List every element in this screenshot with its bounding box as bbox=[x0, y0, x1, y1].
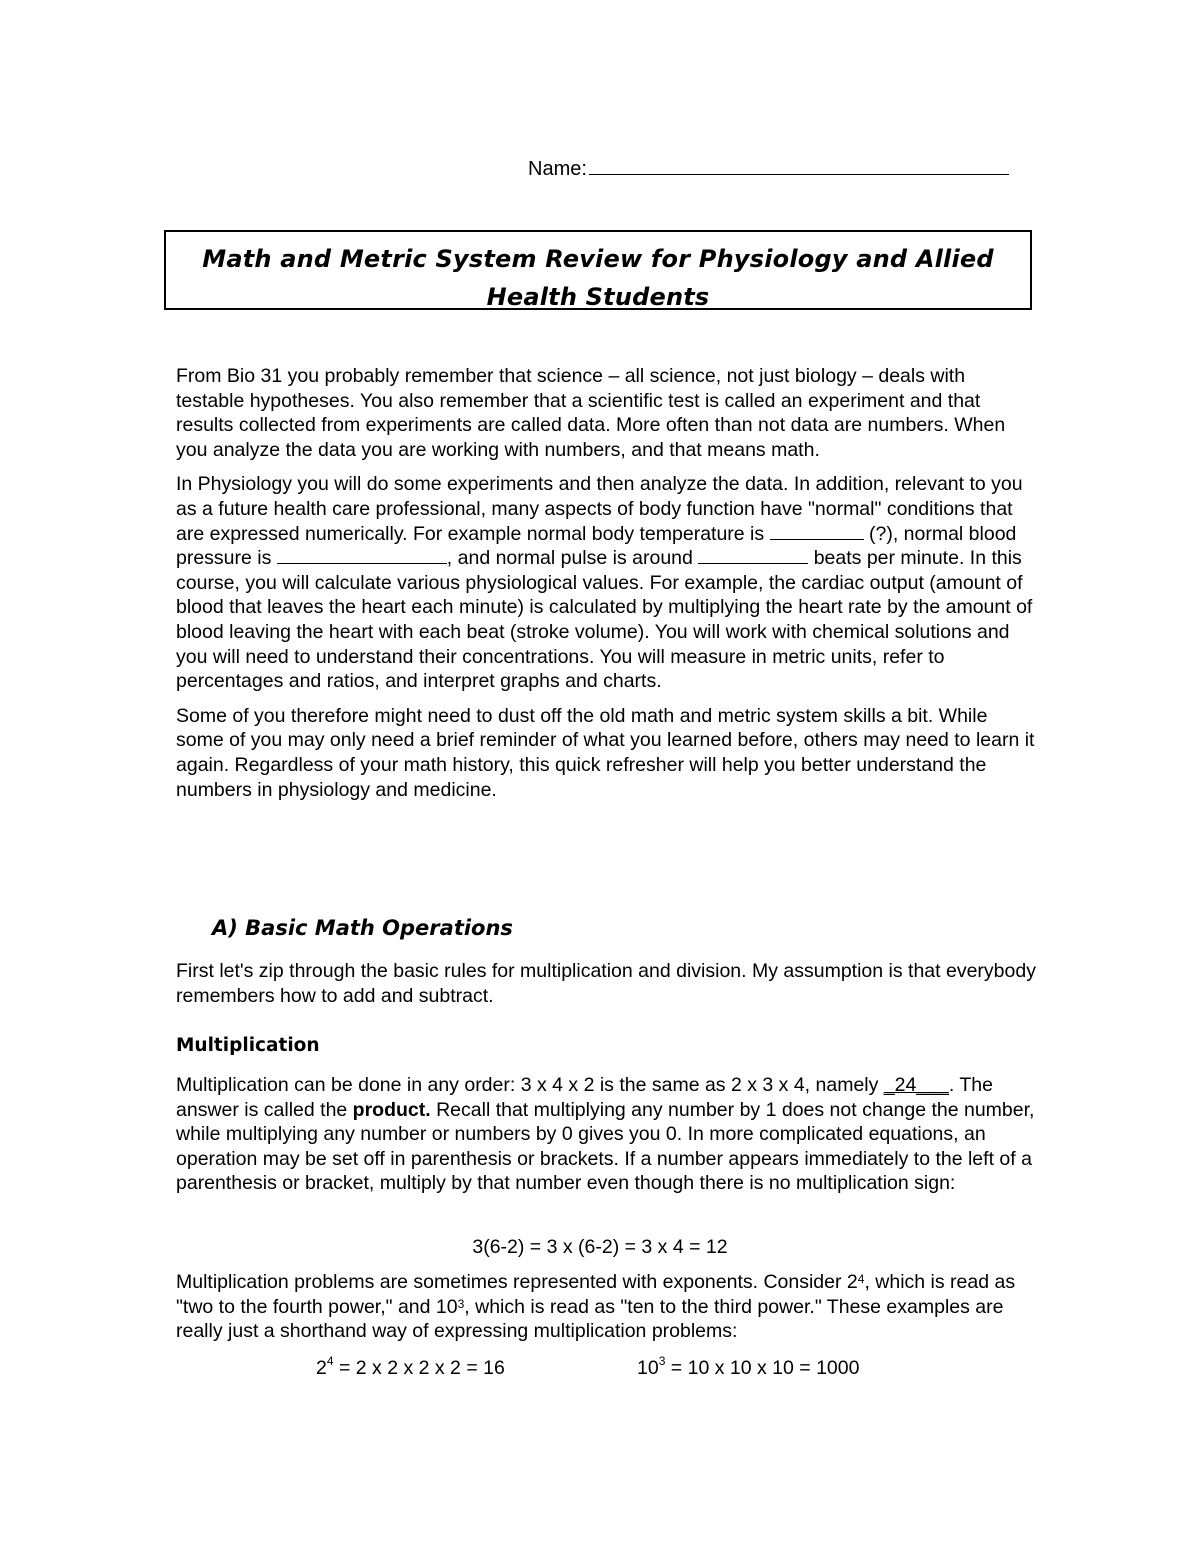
multiplication-heading: Multiplication bbox=[176, 1035, 320, 1056]
section-a-intro bbox=[176, 959, 1036, 1018]
title-box bbox=[164, 230, 1032, 310]
exponent-example-2 bbox=[637, 1354, 860, 1380]
intro-p2-text-c: , and normal pulse is around bbox=[446, 547, 699, 570]
multiplication-paragraph-2 bbox=[176, 1270, 1036, 1354]
temperature-blank bbox=[770, 523, 864, 540]
product-answer: _24___ bbox=[883, 1074, 949, 1096]
intro-paragraph-2 bbox=[176, 472, 1036, 693]
multiplication-p2-c: , which is read as "ten to the third power." These examples are really just a shorthand way of expressing multiplication problems: bbox=[176, 1295, 1004, 1343]
multiplication-p2-b: , which is read as "two to the fourth power," and 10 bbox=[176, 1271, 1016, 1318]
title-line-2: Health Students bbox=[486, 283, 710, 311]
example-1-exponent: 4 bbox=[326, 1354, 334, 1368]
blood-pressure-blank bbox=[277, 547, 447, 564]
intro-section bbox=[176, 364, 1036, 812]
example-1-base: 2 bbox=[316, 1357, 327, 1379]
example-2-expansion: = 10 x 10 x 10 = 1000 bbox=[665, 1357, 860, 1379]
multiplication-p2-a: Multiplication problems are sometimes represented with exponents. Consider 2 bbox=[176, 1271, 858, 1293]
example-1-expansion: = 2 x 2 x 2 x 2 = 16 bbox=[333, 1357, 505, 1379]
example-2-base: 10 bbox=[637, 1357, 659, 1379]
name-label: Name: bbox=[528, 158, 587, 180]
multiplication-p2 bbox=[176, 1270, 1036, 1344]
multiplication-p1 bbox=[176, 1073, 1036, 1196]
intro-paragraph-3: Some of you therefore might need to dust off the old math and metric system skills a bit. While some of you may only need a brief reminder of what you learned before, others may need to learn it again. Regardless of your math history, this quick refresher will help you better understand the numbers in physiology and medicine. bbox=[176, 704, 1035, 801]
section-a-heading: A) Basic Math Operations bbox=[212, 916, 513, 940]
section-a-intro-text: First let's zip through the basic rules for multiplication and division. My assumption is that everybody remembers how to add and subtract. bbox=[176, 960, 1036, 1007]
multiplication-p1-c: Recall that multiplying any number by 1 does not change the number, while multiplying any number or numbers by 0 gives you 0. In more complicated equations, an operation may be set off in parenthesis or brackets. If a number appears immediately to the left of a parenthesis or bracket, multiply by that number even though there is no multiplication sign: bbox=[176, 1098, 1035, 1195]
exponent-3: 3 bbox=[457, 1296, 465, 1311]
parenthesis-equation: 3(6-2) = 3 x (6-2) = 3 x 4 = 12 bbox=[472, 1236, 728, 1258]
intro-p2-text-d: beats per minute. In this course, you will calculate various physiological values. For example, the cardiac output (amount of blood that leaves the heart each minute) is calculated by multiplying the heart rate by the amount of blood leaving the heart with each beat (stroke volume). You will work with chemical solutions and you will need to understand their concentrations. You will measure in metric units, refer to percentages and ratios, and interpret graphs and charts. bbox=[176, 547, 1033, 693]
product-term: product. bbox=[352, 1098, 431, 1121]
intro-p2-text-b: (?), normal blood pressure is bbox=[176, 522, 1017, 570]
title-line-1: Math and Metric System Review for Physiology and Allied bbox=[202, 245, 994, 273]
example-2-exponent: 3 bbox=[658, 1354, 666, 1368]
exponent-4: 4 bbox=[857, 1272, 865, 1286]
name-blank bbox=[589, 156, 1009, 175]
pulse-blank bbox=[698, 547, 808, 564]
multiplication-p1-a: Multiplication can be done in any order: 3 x 4 x 2 is the same as 2 x 3 x 4, namely bbox=[176, 1074, 884, 1096]
intro-paragraph-1: From Bio 31 you probably remember that science – all science, not just biology – deals with testable hypotheses. You also remember that a scientific test is called an experiment and that results collected from experiments are called data. More often than not data are numbers. When you analyze the data you are working with numbers, and that means math. bbox=[176, 365, 1006, 461]
multiplication-paragraph-1 bbox=[176, 1073, 1036, 1206]
multiplication-p1-b: . The answer is called the bbox=[176, 1074, 993, 1121]
intro-p2-text-a: In Physiology you will do some experiments and then analyze the data. In addition, relevant to you as a future health care professional, many aspects of body function have "normal" conditions that are expressed numerically. For example normal body temperature is bbox=[176, 473, 1023, 545]
name-field-line bbox=[528, 156, 1009, 181]
exponent-example-1 bbox=[316, 1354, 505, 1380]
